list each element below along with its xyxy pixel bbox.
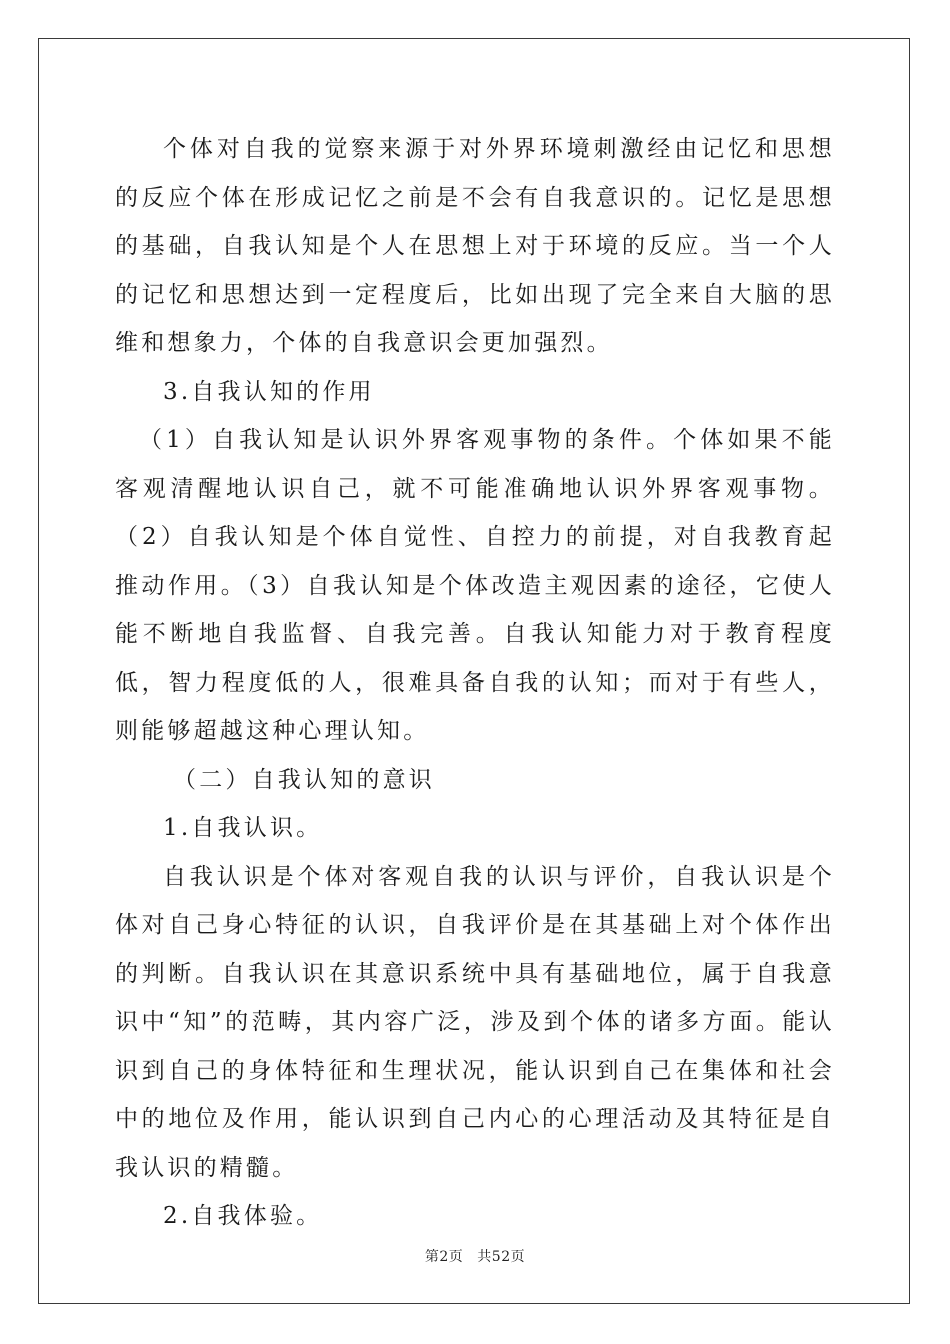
page-footer	[0, 1246, 950, 1266]
heading-self-experience: 2.自我体验。	[163, 1203, 323, 1229]
page-number: 第2页	[424, 1249, 464, 1265]
paragraph-self-awareness: 个体对自我的觉察来源于对外界环境刺激经由记忆和思想的反应个体在形成记忆之前是不会有自我意识的。记忆是思想的基础，自我认知是个人在思想上对于环境的反应。当一个人的记忆和思想达到一定程度后，比如出现了完全来自大脑的思维和想象力，个体的自我意识会更加强烈。	[115, 136, 835, 356]
heading-consciousness-of-self-cognition: （二）自我认知的意识	[173, 766, 435, 793]
paragraph-self-knowledge: 自我认识是个体对客观自我的认识与评价，自我认识是个体对自己身心特征的认识，自我评价是在其基础上对个体作出的判断。自我认识在其意识系统中具有基础地位，属于自我意识中“知”的范畴，其内容广泛，涉及到个体的诸多方面。能认识到自己的身体特征和生理状况，能认识到自己在集体和社会中的地位及作用，能认识到自己内心的心理活动及其特征是自我认识的精髓。	[115, 863, 835, 1181]
paragraph-role-list: （1）自我认知是认识外界客观事物的条件。个体如果不能客观清醒地认识自己，就不可能准确地认识外界客观事物。（2）自我认知是个体自觉性、自控力的前提，对自我教育起推动作用。（3）自我认知是个体改造主观因素的途径，它使人能不断地自我监督、自我完善。自我认知能力对于教育程度低，智力程度低的人，很难具备自我的认知；而对于有些人，则能够超越这种心理认知。	[115, 427, 835, 744]
heading-role-of-self-cognition: 3.自我认知的作用	[163, 378, 375, 405]
page-total: 共52页	[477, 1249, 526, 1265]
heading-self-knowledge: 1.自我认识。	[163, 815, 323, 841]
document-body	[115, 125, 835, 1241]
